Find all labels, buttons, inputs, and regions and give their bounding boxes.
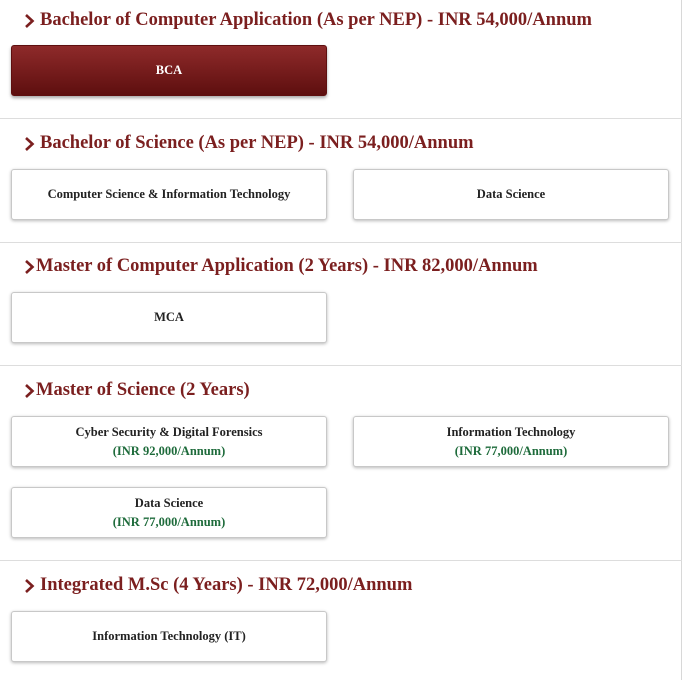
cyber-security-button[interactable] xyxy=(11,416,327,467)
chevron-right-icon xyxy=(24,259,35,275)
option-fee: (INR 77,000/Annum) xyxy=(454,443,568,458)
bca-button[interactable] xyxy=(11,45,327,96)
program-heading-text: Master of Science (2 Years) xyxy=(36,380,250,400)
program-heading-text: Master of Computer Application (2 Years) - INR 82,000/Annum xyxy=(36,256,538,276)
chevron-right-icon xyxy=(24,578,35,594)
program-heading-text: Bachelor of Computer Application (As per NEP) - INR 54,000/Annum xyxy=(40,10,592,30)
computer-science-it-button[interactable] xyxy=(11,169,327,220)
program-heading xyxy=(24,380,250,401)
option-label: Computer Science & Information Technology xyxy=(47,187,291,201)
option-label: Information Technology xyxy=(446,424,576,439)
chevron-right-icon xyxy=(24,136,35,152)
program-section-msc xyxy=(0,366,682,561)
data-science-button[interactable] xyxy=(353,169,669,220)
program-heading-text: Integrated M.Sc (4 Years) - INR 72,000/Annum xyxy=(40,575,413,595)
program-section-bca xyxy=(0,0,682,119)
program-section-integrated-msc xyxy=(0,561,682,680)
program-section-bsc xyxy=(0,119,682,243)
option-label: Data Science xyxy=(476,187,546,201)
mca-button[interactable] xyxy=(11,292,327,343)
option-label: MCA xyxy=(154,310,184,324)
information-technology-button[interactable] xyxy=(353,416,669,467)
program-section-mca xyxy=(0,243,682,366)
option-label: BCA xyxy=(155,63,183,77)
option-fee: (INR 77,000/Annum) xyxy=(112,514,226,529)
program-heading xyxy=(24,575,412,596)
integrated-it-button[interactable] xyxy=(11,611,327,662)
option-label: Information Technology (IT) xyxy=(92,629,246,643)
chevron-right-icon xyxy=(24,383,35,399)
msc-data-science-button[interactable] xyxy=(11,487,327,538)
program-heading xyxy=(24,133,474,154)
option-label: Cyber Security & Digital Forensics xyxy=(75,424,263,439)
option-fee: (INR 92,000/Annum) xyxy=(112,443,226,458)
program-heading xyxy=(24,256,538,277)
program-heading-text: Bachelor of Science (As per NEP) - INR 54,000/Annum xyxy=(40,133,474,153)
chevron-right-icon xyxy=(24,13,35,29)
program-heading xyxy=(24,10,592,31)
option-label: Data Science xyxy=(134,495,204,510)
